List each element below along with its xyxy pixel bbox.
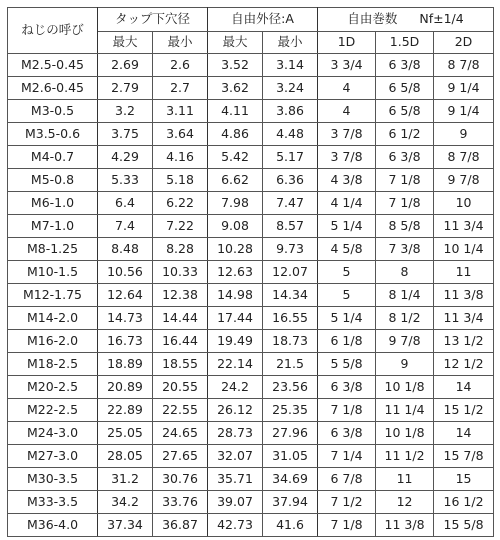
thread-size-cell: M8-1.25 bbox=[8, 238, 98, 261]
tap-drill-max-cell: 3.2 bbox=[98, 100, 153, 123]
free-turns-label: 自由巻数 bbox=[347, 11, 398, 27]
thread-size-cell: M24-3.0 bbox=[8, 422, 98, 445]
turns-2d-cell: 9 7/8 bbox=[434, 169, 494, 192]
tap-drill-min-cell: 27.65 bbox=[153, 445, 208, 468]
nf-tolerance-label: Nf±1/4 bbox=[419, 11, 464, 27]
table-row bbox=[8, 169, 494, 192]
turns-1d-cell: 5 5/8 bbox=[318, 353, 376, 376]
turns-2d-cell: 14 bbox=[434, 376, 494, 399]
table-row bbox=[8, 353, 494, 376]
tap-drill-max-cell: 28.05 bbox=[98, 445, 153, 468]
turns-2d-cell: 15 bbox=[434, 468, 494, 491]
free-outer-min-cell: 27.96 bbox=[263, 422, 318, 445]
free-outer-max-cell: 42.73 bbox=[208, 514, 263, 537]
tap-drill-max-cell: 8.48 bbox=[98, 238, 153, 261]
thread-size-cell: M12-1.75 bbox=[8, 284, 98, 307]
free-outer-min-cell: 34.69 bbox=[263, 468, 318, 491]
turns-2d-cell: 15 7/8 bbox=[434, 445, 494, 468]
thread-size-cell: M27-3.0 bbox=[8, 445, 98, 468]
free-outer-max-cell: 7.98 bbox=[208, 192, 263, 215]
free-outer-max-cell: 35.71 bbox=[208, 468, 263, 491]
tap-drill-min-cell: 3.11 bbox=[153, 100, 208, 123]
table-row bbox=[8, 146, 494, 169]
turns-1-5d-cell: 11 1/4 bbox=[376, 399, 434, 422]
free-outer-max-cell: 10.28 bbox=[208, 238, 263, 261]
free-outer-min-cell: 3.86 bbox=[263, 100, 318, 123]
free-outer-min-cell: 7.47 bbox=[263, 192, 318, 215]
free-outer-min-cell: 41.6 bbox=[263, 514, 318, 537]
table-row bbox=[8, 422, 494, 445]
tap-drill-min-cell: 10.33 bbox=[153, 261, 208, 284]
table-row bbox=[8, 100, 494, 123]
turns-1d-cell: 7 1/8 bbox=[318, 399, 376, 422]
turns-1-5d-cell: 7 1/8 bbox=[376, 169, 434, 192]
tap-drill-max-cell: 20.89 bbox=[98, 376, 153, 399]
free-outer-max-cell: 9.08 bbox=[208, 215, 263, 238]
table-row bbox=[8, 192, 494, 215]
turns-1-5d-cell: 7 3/8 bbox=[376, 238, 434, 261]
turns-2d-cell: 16 1/2 bbox=[434, 491, 494, 514]
tap-drill-min-cell: 30.76 bbox=[153, 468, 208, 491]
turns-1d-cell: 4 3/8 bbox=[318, 169, 376, 192]
free-outer-max-cell: 12.63 bbox=[208, 261, 263, 284]
free-outer-max-cell: 24.2 bbox=[208, 376, 263, 399]
turns-1d-cell: 3 3/4 bbox=[318, 54, 376, 77]
tap-drill-max-cell: 14.73 bbox=[98, 307, 153, 330]
tap-drill-min-cell: 6.22 bbox=[153, 192, 208, 215]
turns-2d-cell: 15 5/8 bbox=[434, 514, 494, 537]
tap-drill-min-cell: 5.18 bbox=[153, 169, 208, 192]
table-row bbox=[8, 215, 494, 238]
free-outer-max-cell: 39.07 bbox=[208, 491, 263, 514]
tap-drill-min-cell: 24.65 bbox=[153, 422, 208, 445]
tap-drill-max-cell: 10.56 bbox=[98, 261, 153, 284]
turns-2d-cell: 11 bbox=[434, 261, 494, 284]
turns-1-5d-cell: 11 bbox=[376, 468, 434, 491]
thread-size-header: ねじの呼び bbox=[8, 8, 98, 54]
turns-1-5d-cell: 6 5/8 bbox=[376, 77, 434, 100]
table-row bbox=[8, 399, 494, 422]
turns-1-5d-cell: 8 bbox=[376, 261, 434, 284]
turns-2d-header: 2D bbox=[434, 32, 494, 54]
tap-drill-max-cell: 3.75 bbox=[98, 123, 153, 146]
tap-drill-max-cell: 2.69 bbox=[98, 54, 153, 77]
spec-table-body bbox=[8, 54, 494, 537]
turns-1d-cell: 7 1/4 bbox=[318, 445, 376, 468]
table-row bbox=[8, 123, 494, 146]
tap-drill-min-cell: 16.44 bbox=[153, 330, 208, 353]
free-outer-min-cell: 31.05 bbox=[263, 445, 318, 468]
turns-1-5d-cell: 6 3/8 bbox=[376, 146, 434, 169]
turns-1-5d-cell: 8 1/2 bbox=[376, 307, 434, 330]
free-outer-max-cell: 17.44 bbox=[208, 307, 263, 330]
tap-drill-max-cell: 22.89 bbox=[98, 399, 153, 422]
free-outer-min-cell: 4.48 bbox=[263, 123, 318, 146]
thread-size-cell: M3.5-0.6 bbox=[8, 123, 98, 146]
turns-2d-cell: 8 7/8 bbox=[434, 54, 494, 77]
free-outer-max-cell: 32.07 bbox=[208, 445, 263, 468]
tap-drill-min-cell: 18.55 bbox=[153, 353, 208, 376]
turns-1d-cell: 6 1/8 bbox=[318, 330, 376, 353]
free-outer-min-header: 最小 bbox=[263, 32, 318, 54]
free-outer-min-cell: 12.07 bbox=[263, 261, 318, 284]
thread-size-cell: M33-3.5 bbox=[8, 491, 98, 514]
tap-drill-min-cell: 4.16 bbox=[153, 146, 208, 169]
turns-1d-cell: 6 3/8 bbox=[318, 376, 376, 399]
tap-drill-max-cell: 16.73 bbox=[98, 330, 153, 353]
tap-drill-max-cell: 37.34 bbox=[98, 514, 153, 537]
header-row-group bbox=[8, 8, 494, 32]
tap-drill-min-header: 最小 bbox=[153, 32, 208, 54]
table-row bbox=[8, 284, 494, 307]
turns-2d-cell: 14 bbox=[434, 422, 494, 445]
free-outer-max-cell: 14.98 bbox=[208, 284, 263, 307]
free-outer-min-cell: 23.56 bbox=[263, 376, 318, 399]
turns-2d-cell: 13 1/2 bbox=[434, 330, 494, 353]
table-row bbox=[8, 238, 494, 261]
turns-2d-cell: 9 bbox=[434, 123, 494, 146]
turns-1-5d-cell: 6 5/8 bbox=[376, 100, 434, 123]
turns-2d-cell: 9 1/4 bbox=[434, 77, 494, 100]
thread-size-cell: M10-1.5 bbox=[8, 261, 98, 284]
free-outer-max-cell: 5.42 bbox=[208, 146, 263, 169]
turns-1d-cell: 4 bbox=[318, 100, 376, 123]
free-outer-max-cell: 4.86 bbox=[208, 123, 263, 146]
turns-1-5d-cell: 9 7/8 bbox=[376, 330, 434, 353]
table-row bbox=[8, 445, 494, 468]
turns-2d-cell: 11 3/4 bbox=[434, 307, 494, 330]
thread-size-cell: M16-2.0 bbox=[8, 330, 98, 353]
thread-size-cell: M18-2.5 bbox=[8, 353, 98, 376]
tap-drill-max-cell: 34.2 bbox=[98, 491, 153, 514]
tap-drill-min-cell: 8.28 bbox=[153, 238, 208, 261]
turns-1d-cell: 5 bbox=[318, 261, 376, 284]
tap-drill-max-cell: 5.33 bbox=[98, 169, 153, 192]
table-row bbox=[8, 514, 494, 537]
turns-2d-cell: 15 1/2 bbox=[434, 399, 494, 422]
thread-insert-spec-table bbox=[7, 7, 494, 537]
turns-1d-cell: 5 1/4 bbox=[318, 215, 376, 238]
free-outer-min-cell: 14.34 bbox=[263, 284, 318, 307]
free-outer-max-cell: 3.62 bbox=[208, 77, 263, 100]
free-outer-min-cell: 25.35 bbox=[263, 399, 318, 422]
tap-drill-min-cell: 14.44 bbox=[153, 307, 208, 330]
table-row bbox=[8, 54, 494, 77]
free-outer-max-header: 最大 bbox=[208, 32, 263, 54]
table-row bbox=[8, 468, 494, 491]
thread-size-cell: M30-3.5 bbox=[8, 468, 98, 491]
table-row bbox=[8, 77, 494, 100]
table-row bbox=[8, 376, 494, 399]
turns-1-5d-cell: 11 3/8 bbox=[376, 514, 434, 537]
tap-drill-min-cell: 20.55 bbox=[153, 376, 208, 399]
turns-1-5d-cell: 6 1/2 bbox=[376, 123, 434, 146]
tap-drill-header: タップ下穴径 bbox=[98, 8, 208, 32]
table-row bbox=[8, 261, 494, 284]
turns-2d-cell: 11 3/8 bbox=[434, 284, 494, 307]
turns-1-5d-cell: 11 1/2 bbox=[376, 445, 434, 468]
turns-2d-cell: 12 1/2 bbox=[434, 353, 494, 376]
tap-drill-min-cell: 2.7 bbox=[153, 77, 208, 100]
tap-drill-min-cell: 33.76 bbox=[153, 491, 208, 514]
tap-drill-max-header: 最大 bbox=[98, 32, 153, 54]
free-outer-min-cell: 18.73 bbox=[263, 330, 318, 353]
turns-2d-cell: 10 bbox=[434, 192, 494, 215]
turns-1-5d-cell: 6 3/8 bbox=[376, 54, 434, 77]
tap-drill-min-cell: 12.38 bbox=[153, 284, 208, 307]
thread-size-cell: M36-4.0 bbox=[8, 514, 98, 537]
free-outer-min-cell: 16.55 bbox=[263, 307, 318, 330]
tap-drill-min-cell: 36.87 bbox=[153, 514, 208, 537]
thread-size-cell: M14-2.0 bbox=[8, 307, 98, 330]
tap-drill-min-cell: 7.22 bbox=[153, 215, 208, 238]
tap-drill-max-cell: 25.05 bbox=[98, 422, 153, 445]
free-outer-min-cell: 8.57 bbox=[263, 215, 318, 238]
free-outer-min-cell: 37.94 bbox=[263, 491, 318, 514]
table-row bbox=[8, 491, 494, 514]
free-outer-min-cell: 5.17 bbox=[263, 146, 318, 169]
thread-size-cell: M7-1.0 bbox=[8, 215, 98, 238]
tap-drill-max-cell: 18.89 bbox=[98, 353, 153, 376]
turns-1d-header: 1D bbox=[318, 32, 376, 54]
turns-1d-cell: 3 7/8 bbox=[318, 123, 376, 146]
spec-table-container bbox=[7, 7, 494, 537]
turns-2d-cell: 8 7/8 bbox=[434, 146, 494, 169]
free-outer-max-cell: 3.52 bbox=[208, 54, 263, 77]
turns-1d-cell: 3 7/8 bbox=[318, 146, 376, 169]
turns-1d-cell: 6 7/8 bbox=[318, 468, 376, 491]
table-row bbox=[8, 307, 494, 330]
free-outer-max-cell: 4.11 bbox=[208, 100, 263, 123]
free-outer-max-cell: 22.14 bbox=[208, 353, 263, 376]
tap-drill-min-cell: 22.55 bbox=[153, 399, 208, 422]
turns-1-5d-cell: 10 1/8 bbox=[376, 422, 434, 445]
turns-1-5d-cell: 8 1/4 bbox=[376, 284, 434, 307]
free-outer-max-cell: 6.62 bbox=[208, 169, 263, 192]
free-turns-header bbox=[318, 8, 494, 32]
turns-1d-cell: 7 1/2 bbox=[318, 491, 376, 514]
turns-1-5d-cell: 7 1/8 bbox=[376, 192, 434, 215]
tap-drill-max-cell: 31.2 bbox=[98, 468, 153, 491]
thread-size-cell: M6-1.0 bbox=[8, 192, 98, 215]
thread-size-cell: M22-2.5 bbox=[8, 399, 98, 422]
free-outer-min-cell: 3.14 bbox=[263, 54, 318, 77]
free-outer-diameter-header: 自由外径:A bbox=[208, 8, 318, 32]
turns-1-5d-cell: 9 bbox=[376, 353, 434, 376]
turns-1d-cell: 7 1/8 bbox=[318, 514, 376, 537]
turns-1-5d-cell: 10 1/8 bbox=[376, 376, 434, 399]
free-outer-min-cell: 21.5 bbox=[263, 353, 318, 376]
free-outer-min-cell: 3.24 bbox=[263, 77, 318, 100]
turns-2d-cell: 11 3/4 bbox=[434, 215, 494, 238]
turns-1d-cell: 4 bbox=[318, 77, 376, 100]
turns-2d-cell: 9 1/4 bbox=[434, 100, 494, 123]
thread-size-cell: M2.5-0.45 bbox=[8, 54, 98, 77]
free-outer-min-cell: 9.73 bbox=[263, 238, 318, 261]
table-row bbox=[8, 330, 494, 353]
thread-size-cell: M5-0.8 bbox=[8, 169, 98, 192]
turns-1-5d-header: 1.5D bbox=[376, 32, 434, 54]
free-outer-max-cell: 26.12 bbox=[208, 399, 263, 422]
free-outer-min-cell: 6.36 bbox=[263, 169, 318, 192]
tap-drill-max-cell: 12.64 bbox=[98, 284, 153, 307]
thread-size-cell: M20-2.5 bbox=[8, 376, 98, 399]
thread-size-cell: M3-0.5 bbox=[8, 100, 98, 123]
turns-1-5d-cell: 8 5/8 bbox=[376, 215, 434, 238]
turns-1d-cell: 5 1/4 bbox=[318, 307, 376, 330]
tap-drill-min-cell: 3.64 bbox=[153, 123, 208, 146]
turns-1d-cell: 6 3/8 bbox=[318, 422, 376, 445]
turns-1d-cell: 4 5/8 bbox=[318, 238, 376, 261]
turns-2d-cell: 10 1/4 bbox=[434, 238, 494, 261]
tap-drill-min-cell: 2.6 bbox=[153, 54, 208, 77]
turns-1-5d-cell: 12 bbox=[376, 491, 434, 514]
tap-drill-max-cell: 6.4 bbox=[98, 192, 153, 215]
free-outer-max-cell: 28.73 bbox=[208, 422, 263, 445]
thread-size-cell: M4-0.7 bbox=[8, 146, 98, 169]
tap-drill-max-cell: 7.4 bbox=[98, 215, 153, 238]
thread-size-cell: M2.6-0.45 bbox=[8, 77, 98, 100]
free-outer-max-cell: 19.49 bbox=[208, 330, 263, 353]
turns-1d-cell: 5 bbox=[318, 284, 376, 307]
tap-drill-max-cell: 2.79 bbox=[98, 77, 153, 100]
tap-drill-max-cell: 4.29 bbox=[98, 146, 153, 169]
turns-1d-cell: 4 1/4 bbox=[318, 192, 376, 215]
